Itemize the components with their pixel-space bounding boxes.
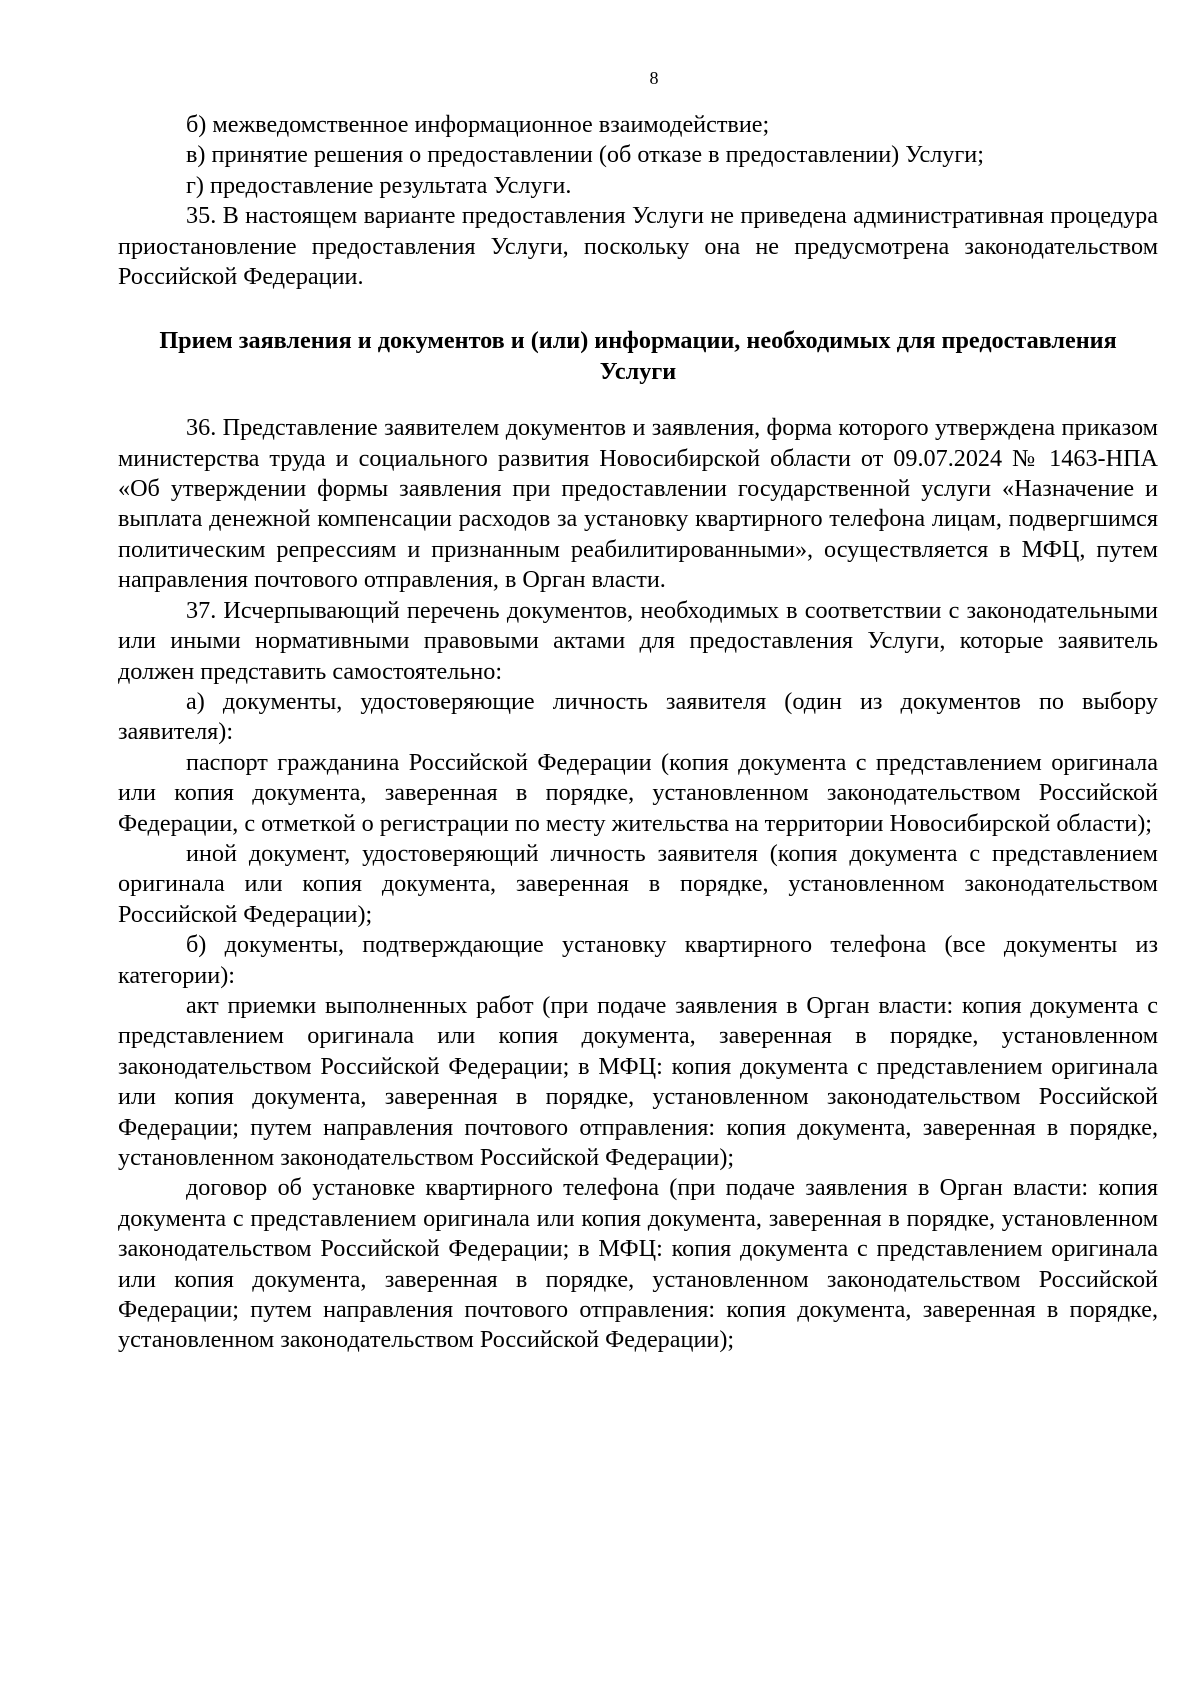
paragraph-37: 37. Исчерпывающий перечень документов, необходимых в соответствии с законодательными или иными нормативными правовыми актами для предоставления Услуги, которые заявитель должен представить самостоятельно:	[118, 596, 1158, 685]
acceptance-act-item: акт приемки выполненных работ (при подаче заявления в Орган власти: копия документа с представлением оригинала или копия документа, заверенная в порядке, установленном законодательством Российской Федерации; в МФЦ: копия документа с представлением оригинала или копия документа, заверенная в порядке, установленном законодательством Российской Федерации; путем направления почтового отправления: копия документа, заверенная в порядке, установленном законодательством Российской Федерации);	[118, 991, 1158, 1171]
installation-contract-item: договор об установке квартирного телефона (при подаче заявления в Орган власти: копия документа с представлением оригинала или копия документа, заверенная в порядке, установленном законодательством Российской Федерации; в МФЦ: копия документа с представлением оригинала или копия документа, заверенная в порядке, установленном законодательством Российской Федерации; путем направления почтового отправления: копия документа, заверенная в порядке, установленном законодательством Российской Федерации);	[118, 1174, 1158, 1354]
other-id-item: иной документ, удостоверяющий личность заявителя (копия документа с представлением оригинала или копия документа, заверенная в порядке, установленном законодательством Российской Федерации);	[118, 839, 1158, 928]
subitem-b: б) документы, подтверждающие установку квартирного телефона (все документы из категории):	[118, 931, 1158, 989]
list-item-g: г) предоставление результата Услуги.	[186, 171, 572, 199]
document-page	[118, 68, 1158, 1356]
paragraph-36: 36. Представление заявителем документов и заявления, форма которого утверждена приказом министерства труда и социального развития Новосибирской области от 09.07.2024 № 1463-НПА «Об утверждении формы заявления при предоставлении государственной услуги «Назначение и выплата денежной компенсации расходов за установку квартирного телефона лицам, подвергшимся политическим репрессиям и признанным реабилитированными», осуществляется в МФЦ, путем направления почтового отправления, в Орган власти.	[118, 414, 1158, 594]
subitem-a: а) документы, удостоверяющие личность заявителя (один из документов по выбору заявителя):	[118, 687, 1158, 746]
list-item-v: в) принятие решения о предоставлении (об отказе в предоставлении) Услуги;	[186, 141, 984, 169]
section-heading: Прием заявления и документов и (или) информации, необходимых для предоставления Услуги	[159, 327, 1117, 385]
list-item-b: б) межведомственное информационное взаимодействие;	[186, 111, 770, 138]
paragraph-35: 35. В настоящем варианте предоставления Услуги не приведена административная процедура приостановление предоставления Услуги, поскольку она не предусмотрена законодательством Российской Федерации.	[118, 202, 1158, 291]
passport-item: паспорт гражданина Российской Федерации (копия документа с представлением оригинала или копия документа, заверенная в порядке, установленном законодательством Российской Федерации, с отметкой о регистрации по месту жительства на территории Новосибирской области);	[118, 748, 1158, 837]
page-number: 8	[649, 68, 659, 88]
